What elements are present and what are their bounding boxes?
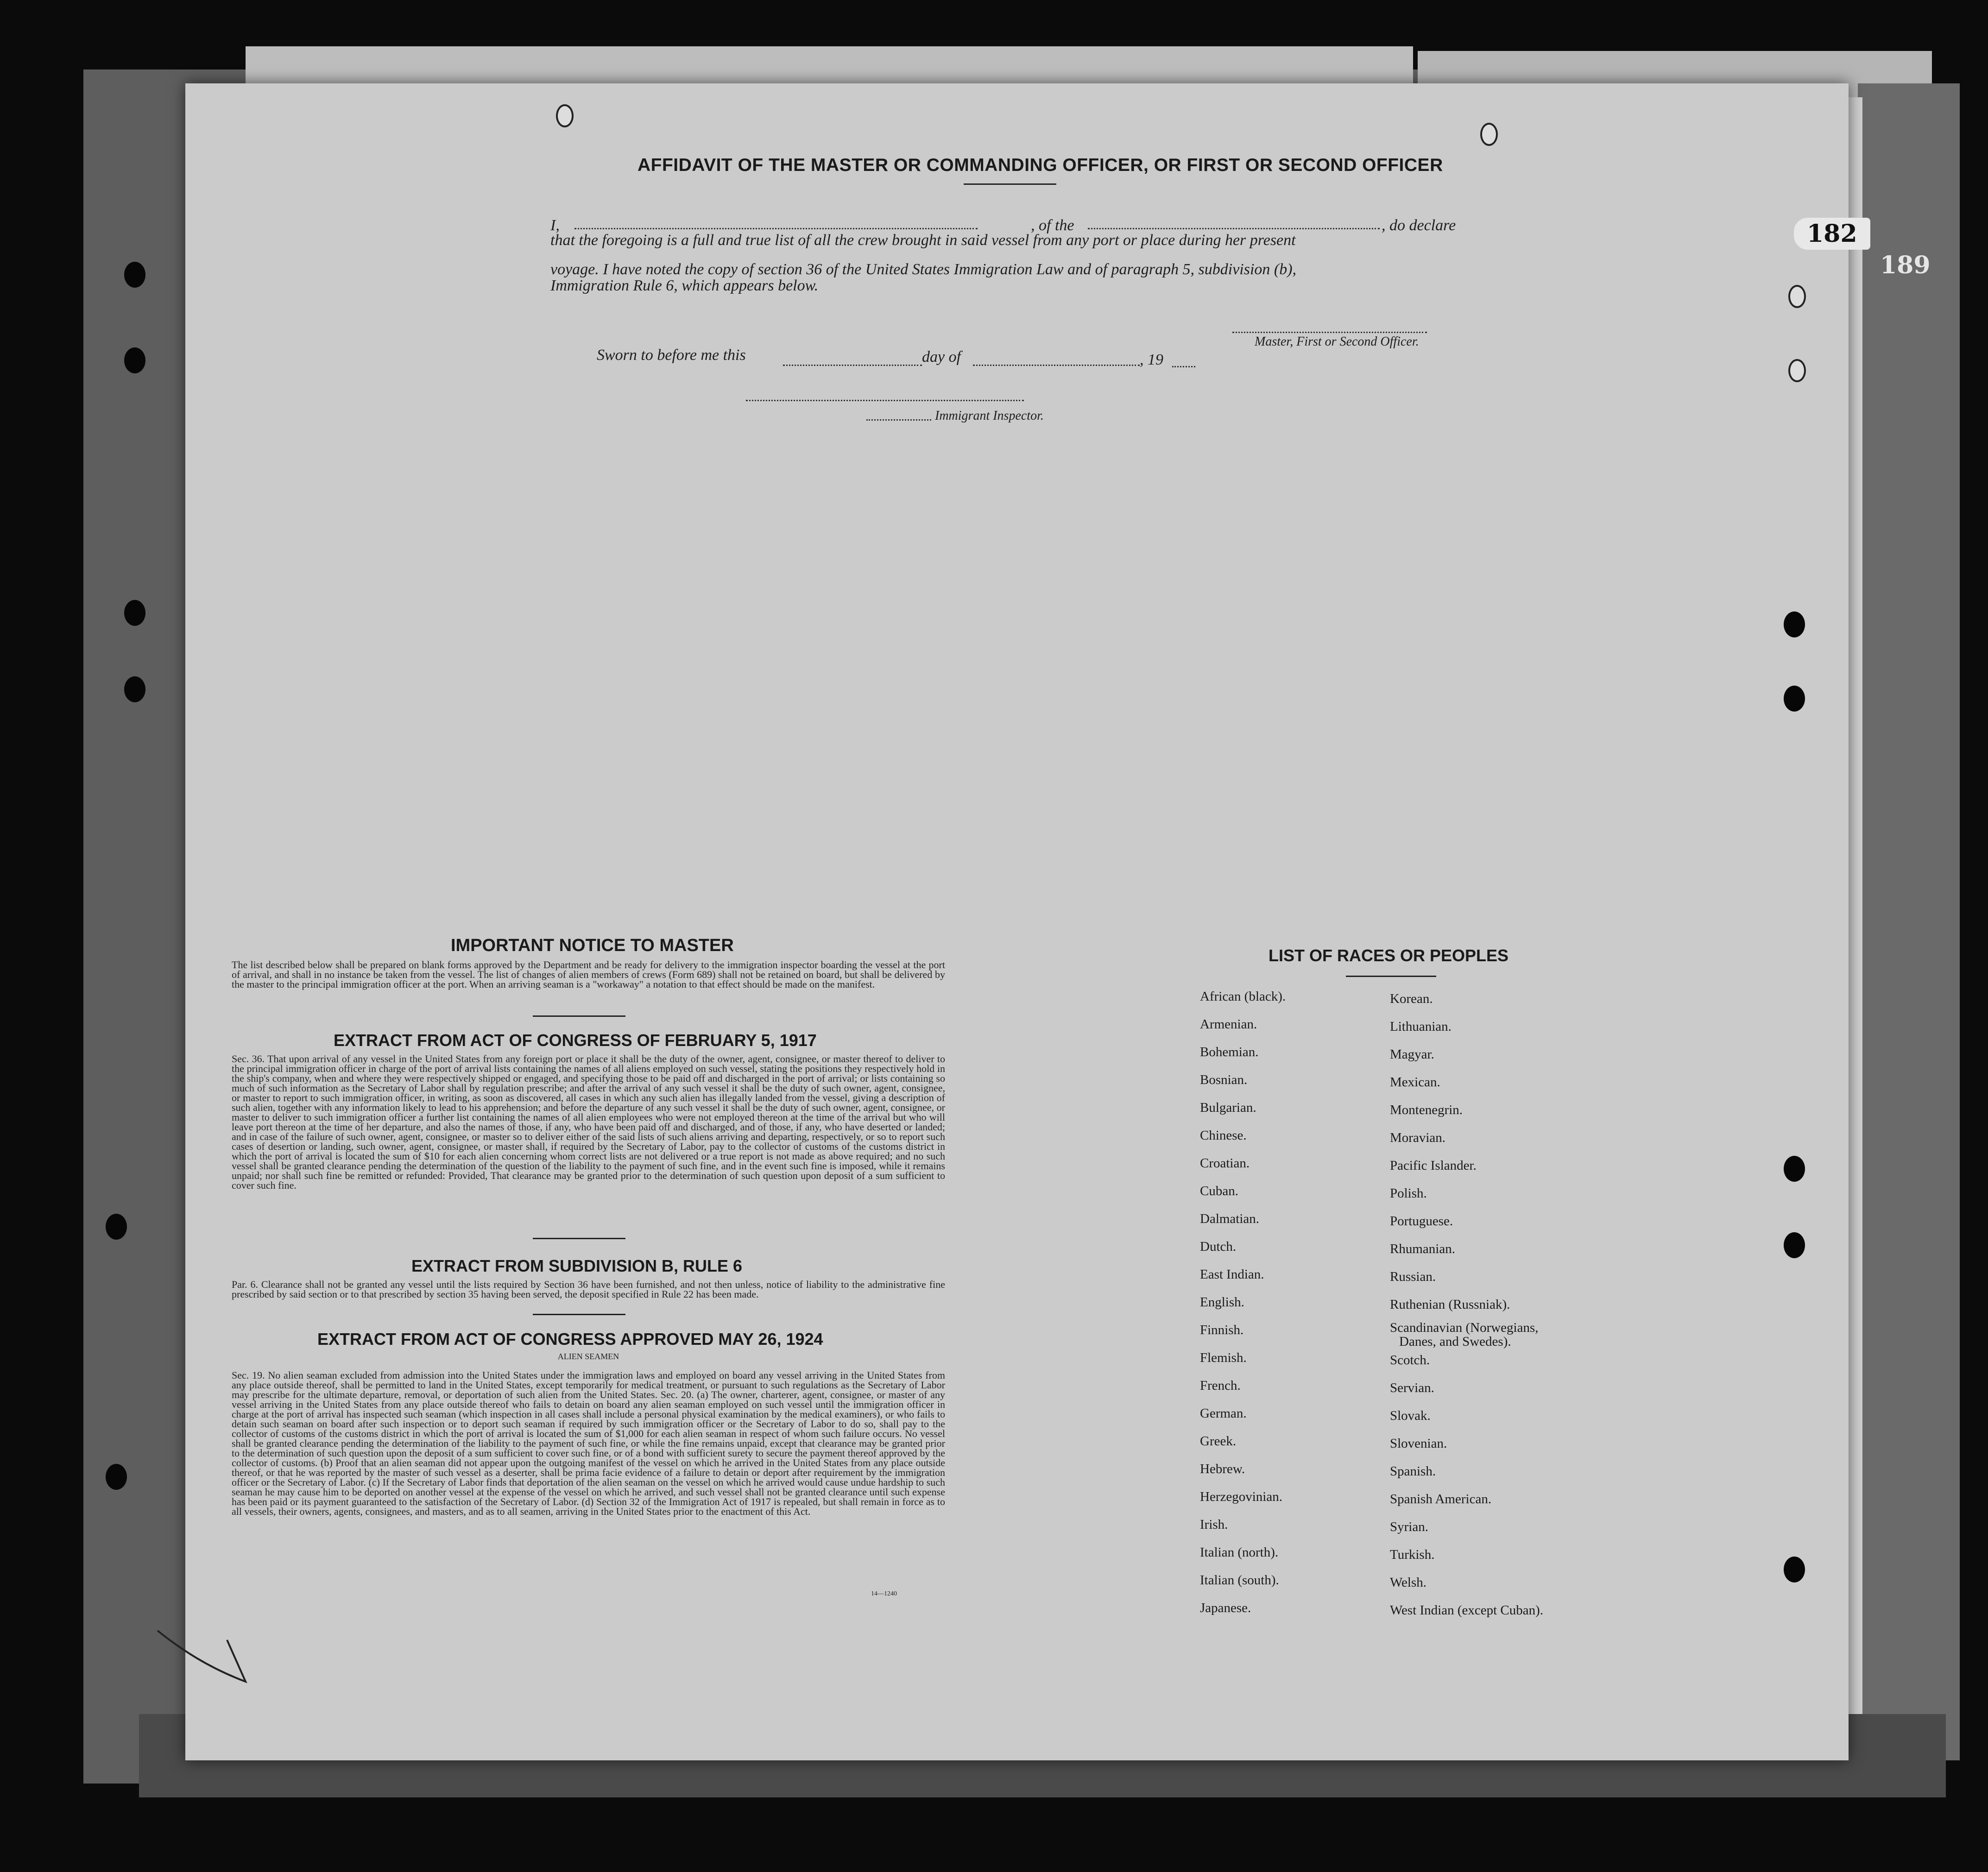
extract-1924-subtitle: ALIEN SEAMEN [557, 1352, 619, 1361]
affidavit-line4: Immigration Rule 6, which appears below. [550, 277, 819, 294]
race-item: Pacific Islander. [1390, 1158, 1477, 1173]
page-number-stamp: 182 [1794, 218, 1870, 250]
master-signature-line [1232, 332, 1427, 333]
affidavit-line2: that the foregoing is a full and true list of all the crew brought in said vessel from any port or place during her present [550, 232, 1296, 249]
race-item: Japanese. [1200, 1601, 1251, 1615]
notice-title: IMPORTANT NOTICE TO MASTER [451, 936, 734, 955]
binder-hole [124, 600, 145, 626]
races-left-column [1200, 989, 1385, 1628]
race-item: Spanish. [1390, 1464, 1436, 1479]
binder-hole [124, 676, 145, 702]
race-item: Hebrew. [1200, 1462, 1245, 1476]
extract-1917-body: Sec. 36. That upon arrival of any vessel in the United States from any foreign port or place it shall be the duty of the owner, agent, consignee, or master thereof to deliver to the principal immigration officer in charge of the port of arrival lists containing the names of all aliens employed on such vessel, stating the positions they respectively hold in the ship's company, when and where they were respectively shipped or engaged, and specifying those to be paid off and discharged in the port of arrival; or lists containing so much of such information as the Secretary of Labor shall by regulation prescribe; and after the arrival of any such vessel it shall be the duty of such owner, agent, consignee, or master to report to such immigration officer, in writing, as soon as discovered, all cases in which any such alien has illegally landed from the vessel, giving a description of such alien, together with any information likely to lead to his apprehension; and before the departure of any such vessel it shall be the duty of such owner, agent, consignee, or master to deliver to such immigration officer a further list containing the names of all alien employees who were not employed thereon at the time of the arrival but who will leave port thereon at the time of her departure, and also the names of those, if any, who have been paid off and discharged, and of those, if any, who have deserted or landed; and in case of the failure of such owner, agent, consignee, or master so to deliver either of the said lists of such aliens arriving and departing, respectively, or so to report such cases of desertion or landing, such owner, agent, consignee, or master shall, if required by the Secretary of Labor, pay to the collector of customs of the customs district in which the port of arrival is located the sum of $10 for each alien concerning whom correct lists are not delivered or a true report is not made as above required; and no such vessel shall be granted clearance pending the determination of the question of the liability to the payment of such fine, and in the event such fine is imposed, while it remains unpaid; nor shall such fine be remitted or refunded: Provided, That clearance may be granted prior to the determination of such question upon deposit of a sum sufficient to cover such fine. [232, 1053, 945, 1191]
binder-hole [1784, 686, 1805, 712]
year-line [1172, 366, 1195, 367]
race-item: Servian. [1390, 1380, 1434, 1395]
race-item: Slovenian. [1390, 1436, 1447, 1451]
inspector-signature-line [746, 400, 1024, 401]
race-item: Italian (south). [1200, 1573, 1279, 1588]
binder-hole [124, 347, 145, 373]
race-item: Moravian. [1390, 1130, 1445, 1145]
inspector-prefix-line [866, 419, 931, 421]
affidavit-title: AFFIDAVIT OF THE MASTER OR COMMANDING OFFICER, OR FIRST OR SECOND OFFICER [637, 155, 1443, 175]
sworn-day-line [783, 365, 922, 366]
race-item: Danes, and Swedes). [1399, 1334, 1511, 1349]
race-item: Croatian. [1200, 1156, 1250, 1171]
vessel-line [1088, 228, 1380, 229]
race-item: Rhumanian. [1390, 1242, 1455, 1256]
race-item: East Indian. [1200, 1267, 1264, 1282]
year-label: , 19 [1140, 351, 1163, 368]
race-item: Bulgarian. [1200, 1100, 1256, 1115]
punch-hole [1788, 285, 1806, 308]
binder-hole [1784, 1232, 1805, 1258]
race-item: Chinese. [1200, 1128, 1247, 1143]
races-right-column [1390, 991, 1649, 1631]
pencil-mark [153, 1612, 273, 1691]
race-item: Slovak. [1390, 1408, 1431, 1423]
race-item: Herzegovinian. [1200, 1489, 1282, 1504]
binder-hole [124, 262, 145, 288]
race-item: French. [1200, 1378, 1241, 1393]
extract-rule6-title: EXTRACT FROM SUBDIVISION B, RULE 6 [411, 1256, 743, 1275]
race-item: Dutch. [1200, 1239, 1237, 1254]
races-rule [1346, 976, 1436, 977]
binder-hole [106, 1214, 127, 1240]
race-item: Syrian. [1390, 1519, 1428, 1534]
master-signature-label: Master, First or Second Officer. [1255, 334, 1419, 349]
race-item: Flemish. [1200, 1350, 1247, 1365]
punch-hole [1480, 123, 1498, 146]
affidavit-i: I, [550, 217, 560, 234]
race-item: Italian (north). [1200, 1545, 1279, 1560]
sworn-label: Sworn to before me this [597, 347, 746, 364]
races-title: LIST OF RACES OR PEOPLES [1269, 946, 1509, 965]
affidavit-of-the: , of the [1031, 217, 1074, 234]
race-item: German. [1200, 1406, 1247, 1421]
extract-1917-rule [533, 1238, 625, 1239]
race-item: Polish. [1390, 1186, 1427, 1201]
race-item: Portuguese. [1390, 1214, 1453, 1229]
binder-hole [1784, 611, 1805, 637]
race-item: Irish. [1200, 1517, 1228, 1532]
race-item: Korean. [1390, 991, 1433, 1006]
page-number-stamp-secondary: 189 [1880, 251, 1931, 279]
race-item: Dalmatian. [1200, 1211, 1260, 1226]
race-item: Mexican. [1390, 1075, 1440, 1090]
affidavit-declare: , do declare [1382, 217, 1456, 234]
binder-hole [106, 1464, 127, 1490]
affidavit-line3: voyage. I have noted the copy of section 36 of the United States Immigration Law and of paragraph 5, subdivision (b), [550, 261, 1297, 278]
race-item: Greek. [1200, 1434, 1237, 1449]
punch-hole [556, 104, 574, 127]
binder-hole [1784, 1557, 1805, 1582]
day-of-label: day of [922, 348, 961, 366]
backing-sheet-right [1858, 83, 1960, 1760]
race-item: Montenegrin. [1390, 1103, 1463, 1117]
race-item: West Indian (except Cuban). [1390, 1603, 1544, 1618]
form-code: 14—1240 [871, 1590, 897, 1597]
extract-1924-body: Sec. 19. No alien seaman excluded from admission into the United States under the immigration laws and employed on board any vessel arriving in the United States from any place outside thereof, shall be permitted to land in the United States, except temporarily for medical treatment, or pursuant to such regulations as the Secretary of Labor may prescribe for the ultimate departure, removal, or deportation of such alien from the United States. Sec. 20. (a) The owner, charterer, agent, consignee, or master of any vessel arriving in the United States from any place outside thereof who fails to detain on board any alien seaman employed on such vessel until the immigration officer in charge at the port of arrival has inspected such seaman (which inspection in all cases shall include a personal physical examination by the medical examiners), or who fails to detain such seaman on board after such inspection or to deport such seaman if required by such immigration officer or the Secretary of Labor to do so, shall pay to the collector of customs of the customs district in which the port of arrival is located the sum of $1,000 for each alien seaman in respect of whom such failure occurs. No vessel shall be granted clearance pending the determination of the liability to the payment of such fine, or while the fine remains unpaid, except that clearance may be granted prior to the determination of such question upon the deposit of a sum sufficient to cover such fine, or of a bond with sufficient surety to secure the payment thereof approved by the collector of customs. (b) Proof that an alien seaman did not appear upon the outgoing manifest of the vessel on which he arrived in the United States from any place outside thereof, or that he was reported by the master of such vessel as a deserter, shall be prima facie evidence of a failure to detain or deport after requirement by the immigration officer or the Secretary of Labor. (c) If the Secretary of Labor finds that deportation of the alien seaman on the vessel on which he arrived would cause undue hardship to such seaman he may cause him to be deported on another vessel at the expense of the vessel on which he arrived, and such vessel shall not be granted clearance until such expense has been paid or its payment guaranteed to the satisfaction of the Secretary of Labor. (d) Section 32 of the Immigration Act of 1917 is repealed, but shall remain in force as to all vessels, their owners, agents, consignees, and masters, and as to all seamen, arriving in the United States prior to the enactment of this Act. [232, 1369, 945, 1517]
race-item: Scandinavian (Norwegians, [1390, 1320, 1539, 1335]
race-item: English. [1200, 1295, 1244, 1310]
race-item: Lithuanian. [1390, 1019, 1452, 1034]
extract-1917-title: EXTRACT FROM ACT OF CONGRESS OF FEBRUARY 5, 1917 [334, 1031, 817, 1050]
binder-hole [1784, 1156, 1805, 1182]
inspector-label: Immigrant Inspector. [935, 409, 1044, 423]
extract-rule6-body: Par. 6. Clearance shall not be granted any vessel until the lists required by Section 36 have been furnished, and not then unless, notice of liability to the administrative fine prescribed by said section or to that prescribed by section 35 having been served, the deposit specified in Rule 22 has been made. [232, 1279, 945, 1300]
month-line [973, 365, 1140, 366]
extract-rule6-rule [533, 1314, 625, 1315]
race-item: Bohemian. [1200, 1045, 1259, 1059]
race-item: Magyar. [1390, 1047, 1434, 1062]
race-item: Spanish American. [1390, 1492, 1492, 1506]
race-item: Finnish. [1200, 1323, 1244, 1337]
notice-rule [533, 1015, 625, 1017]
race-item: Armenian. [1200, 1017, 1257, 1032]
notice-body: The list described below shall be prepared on blank forms approved by the Department and be ready for delivery to the immigration inspector boarding the vessel at the port of arrival, and shall in no instance be taken from the vessel. The list of changes of alien members of crews (Form 689) shall not be retained on board, but shall be delivered by the master to the principal immigration officer at the port. When an arriving seaman is a "workaway" a notation to that effect should be made on the manifest. [232, 959, 945, 990]
name-line [574, 228, 978, 229]
race-item: Ruthenian (Russniak). [1390, 1297, 1510, 1312]
punch-hole [1788, 359, 1806, 382]
race-item: Cuban. [1200, 1184, 1238, 1198]
race-item: Turkish. [1390, 1547, 1435, 1562]
race-item: Bosnian. [1200, 1072, 1248, 1087]
extract-1924-title: EXTRACT FROM ACT OF CONGRESS APPROVED MAY 26, 1924 [317, 1330, 823, 1349]
title-rule [964, 183, 1056, 185]
race-item: Welsh. [1390, 1575, 1427, 1590]
race-item: Scotch. [1390, 1353, 1430, 1368]
race-item: Russian. [1390, 1269, 1436, 1284]
race-item: African (black). [1200, 989, 1286, 1004]
